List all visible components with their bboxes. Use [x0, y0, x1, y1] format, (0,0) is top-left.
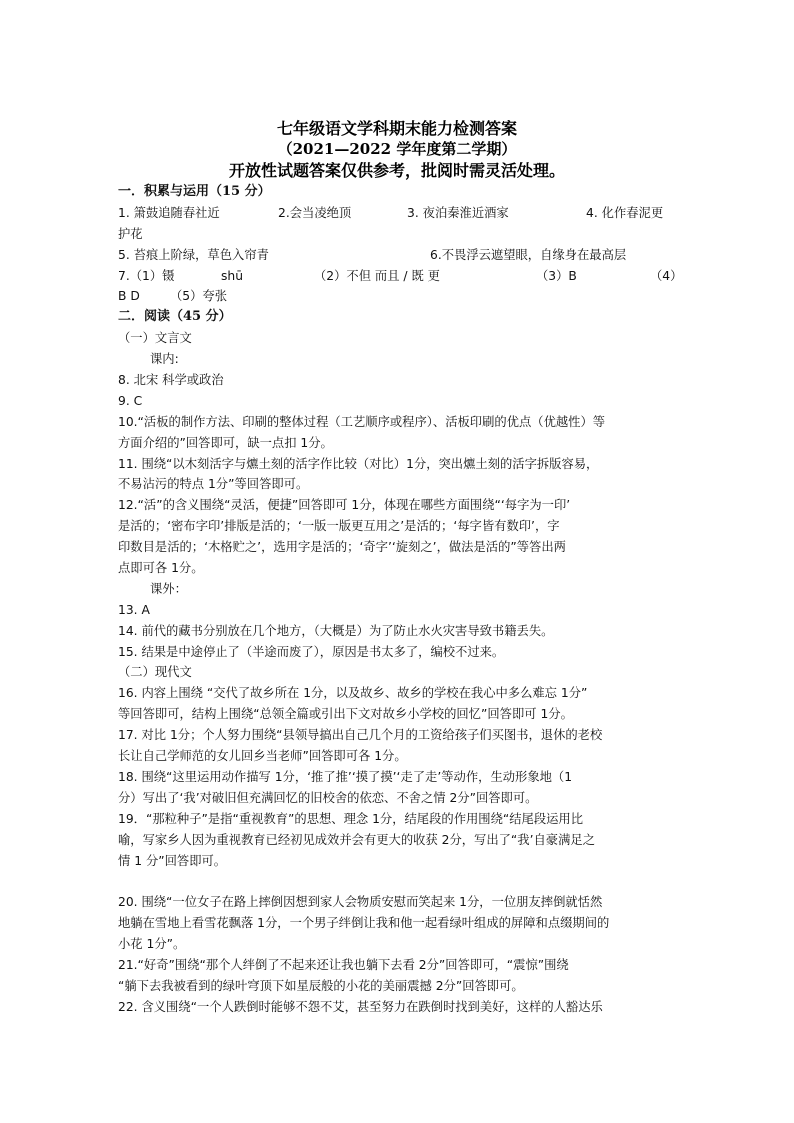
- answer-q18-line1: 18. 围绕“这里运用动作描写 1分，‘推了推’‘摸了摸’‘走了走’等动作，生动形象地（1: [118, 769, 573, 784]
- answer-q12-line4: 点即可各 1分。: [118, 561, 204, 576]
- section-heading-reading: 二．阅读（45 分）: [118, 309, 232, 325]
- subsection-modern-prose: （二）现代文: [118, 665, 192, 680]
- answer-q7-pinyin: shū: [221, 268, 243, 283]
- answer-q2: 2.会当凌绝顶: [278, 205, 352, 220]
- answer-q7-part5: （5）夸张: [170, 289, 228, 304]
- answer-q19-line3: 情 1 分”回答即可。: [118, 853, 227, 868]
- answer-q3: 3. 夜泊秦淮近酒家: [407, 205, 509, 220]
- blank-line: [118, 871, 678, 892]
- answer-q13: 13. A: [118, 602, 150, 617]
- answer-q4-continued: 护花: [118, 226, 143, 241]
- answer-q11-line2: 不易沾污的特点 1分”等回答即可。: [118, 477, 309, 492]
- label-extracurricular: 课外：: [150, 581, 187, 596]
- answer-row-q7-cont: [118, 286, 678, 307]
- answer-q20-line1: 20. 围绕“一位女子在路上摔倒因想到家人会物质安慰而笑起来 1分，一位朋友摔倒就恬然: [118, 895, 603, 910]
- answer-q5: 5. 苔痕上阶绿，草色入帘青: [118, 247, 269, 262]
- answer-q7-part4-value: B D: [118, 289, 140, 304]
- answer-q20-line2: 地躺在雪地上看雪花飘落 1分，一个男子绊倒让我和他一起看绿叶组成的屏障和点缀期间的: [118, 916, 610, 931]
- answer-q1: 1. 箫鼓追随春社近: [118, 205, 220, 220]
- answer-q12-line3: 印数目是活的；‘木格贮之’，选用字是活的；‘奇字’‘旋刻之’，做法是活的”等答出两: [118, 540, 566, 555]
- school-year-subtitle: （2021—2022 学年度第二学期）: [277, 140, 517, 158]
- answer-row-q7: [118, 266, 683, 287]
- answer-q22-line1: 22. 含义围绕“一个人跌倒时能够不怨不艾，甚至努力在跌倒时找到美好，这样的人豁达乐: [118, 999, 603, 1014]
- answer-q10-line2: 方面介绍的”回答即可，缺一点扣 1分。: [118, 435, 333, 450]
- subsection-classical-chinese: （一）文言文: [118, 331, 192, 346]
- answer-q7-part3: （3）B: [536, 268, 577, 283]
- answer-q7-part4: （4）: [650, 268, 683, 283]
- answer-q10-line1: 10.“活板的制作方法、印刷的整体过程（工艺顺序或程序）、活板印刷的优点（优越性）等: [118, 414, 606, 429]
- answer-q15: 15. 结果是中途停止了（半途而废了），原因是书太多了，编校不过来。: [118, 644, 505, 659]
- answer-row-q1-q4: [118, 203, 678, 224]
- answer-q9: 9. C: [118, 393, 143, 408]
- answer-q14: 14. 前代的藏书分别放在几个地方，（大概是）为了防止水火灾害导致书籍丢失。: [118, 623, 554, 638]
- answer-q21-line2: “躺下去我被看到的绿叶穹顶下如星辰般的小花的美丽震撼 2分”回答即可。: [118, 978, 524, 993]
- answer-body: [118, 182, 683, 1018]
- answer-q17-line2: 长让自己学师范的女儿回乡当老师”回答即可各 1分。: [118, 749, 407, 764]
- label-in-class: 课内:: [150, 352, 179, 367]
- answer-q19-line2: 喻，写家乡人因为重视教育已经初见成效并会有更大的收获 2分，写出了“我’自豪满足之: [118, 832, 595, 847]
- answer-q17-line1: 17. 对比 1分；个人努力围绕“县领导搞出自己几个月的工资给孩子们买图书，退休的老校: [118, 728, 603, 743]
- grading-note: 开放性试题答案仅供参考，批阅时需灵活处理。: [228, 161, 565, 180]
- answer-q16-line2: 等回答即可，结构上围绕“总领全篇或引出下文对故乡小学校的回忆”回答即可 1分。: [118, 707, 573, 722]
- answer-row-q5-q6: [118, 245, 678, 266]
- answer-q21-line1: 21.“好奇”围绕“那个人绊倒了不起来还让我也躺下去看 2分”回答即可，“震惊”围绕: [118, 957, 569, 972]
- answer-q7-part1: 7.（1）镊: [118, 268, 175, 283]
- answer-q8: 8. 北宋 科学或政治: [118, 373, 224, 388]
- document-title: 七年级语文学科期末能力检测答案: [276, 119, 517, 138]
- answer-q4: 4. 化作春泥更: [586, 205, 664, 220]
- answer-q7-part2: （2）不但 而且 / 既 更: [314, 268, 440, 283]
- answer-q6: 6.不畏浮云遮望眼，自缘身在最高层: [430, 247, 627, 262]
- answer-q20-line3: 小花 1分”。: [118, 937, 186, 952]
- title-block: [0, 118, 794, 181]
- answer-q16-line1: 16. 内容上围绕 “交代了故乡所在 1分，以及故乡、故乡的学校在我心中多么难忘 1分”: [118, 686, 588, 701]
- answer-q11-line1: 11. 围绕“以木刻活字与爊土刻的活字作比较（对比）1分，突出爊土刻的活字拆版容易，: [118, 456, 599, 471]
- answer-q12-line2: 是活的；‘密布字印’排版是活的；‘一版一版更互用之’是活的；‘每字皆有数印’，字: [118, 519, 560, 534]
- answer-q12-line1: 12.“活”的含义围绕“灵活，便捷”回答即可 1分，体现在哪些方面围绕“‘每字为一印’: [118, 498, 571, 513]
- answer-q18-line2: 分）写出了‘我’对破旧但充满回忆的旧校舍的依恋、不舍之情 2分”回答即可。: [118, 790, 538, 805]
- answer-q19-line1: 19．“那粒种子”是指“重视教育”的思想、理念 1分，结尾段的作用围绕“结尾段运用比: [118, 811, 584, 826]
- section-heading-accumulation: 一．积累与运用（15 分）: [118, 184, 271, 199]
